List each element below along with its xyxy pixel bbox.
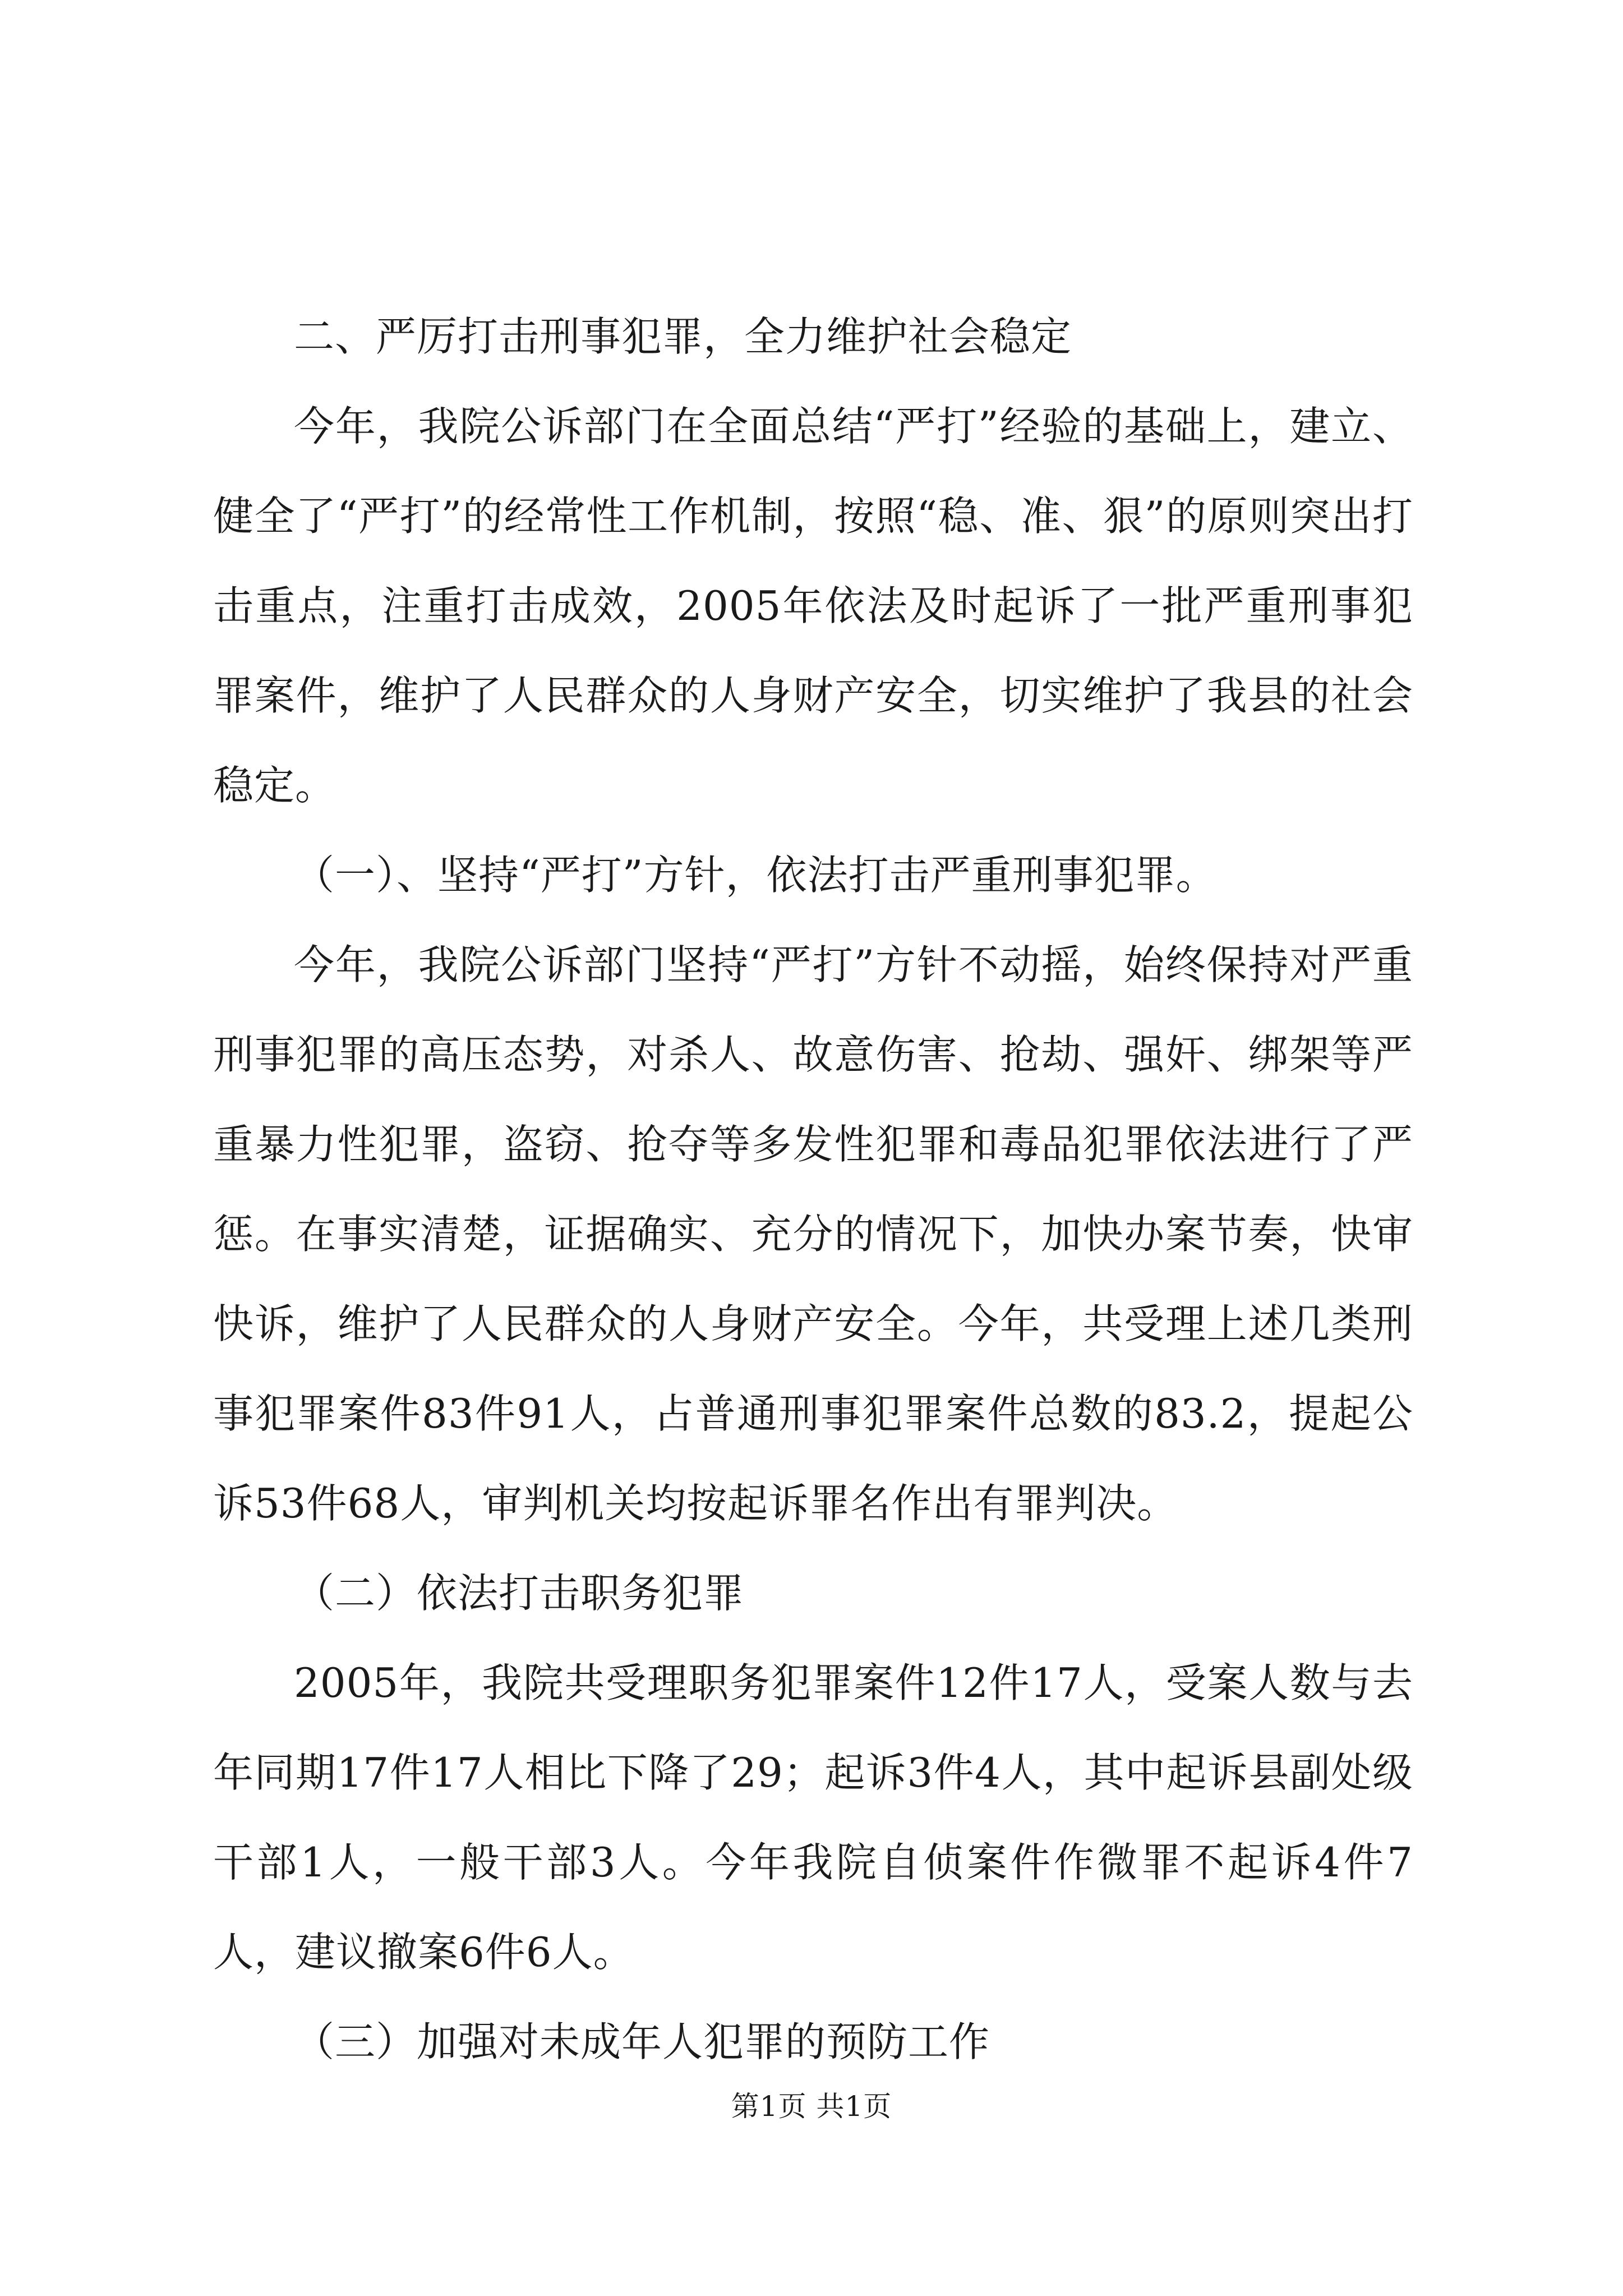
- subsection-heading-2: （二）依法打击职务犯罪: [294, 1570, 745, 1617]
- paragraph-severe-crimes: 今年，我院公诉部门坚持“严打”方针不动摇，始终保持对严重刑事犯罪的高压态势，对杀人、故意伤害、抢劫、强奸、绑架等严重暴力性犯罪，盗窃、抢夺等多发性犯罪和毒品犯罪依法进行了严惩。在事实清楚，证据确实、充分的情况下，加快办案节奏，快审快诉，维护了人民群众的人身财产安全。今年，共受理上述几类刑事犯罪案件83件91人，占普通刑事犯罪案件总数的83.2，提起公诉53件68人，审判机关均按起诉罪名作出有罪判决。: [213, 941, 1413, 1527]
- page-footer: 第1页 共1页: [731, 2090, 892, 2123]
- paragraph-duty-crimes: 2005年，我院共受理职务犯罪案件12件17人，受案人数与去年同期17件17人相比下降了29；起诉3件4人，其中起诉县副处级干部1人，一般干部3人。今年我院自侦案件作微罪不起诉4件7人，建议撤案6件6人。: [213, 1659, 1413, 1976]
- document-body: [213, 292, 1413, 2087]
- subsection-heading-1: （一）、坚持“严打”方针，依法打击严重刑事犯罪。: [294, 852, 1217, 899]
- paragraph-intro: 今年，我院公诉部门在全面总结“严打”经验的基础上，建立、健全了“严打”的经常性工作机制，按照“稳、准、狠”的原则突出打击重点，注重打击成效，2005年依法及时起诉了一批严重刑事犯罪案件，维护了人民群众的人身财产安全，切实维护了我县的社会稳定。: [213, 403, 1413, 809]
- subsection-heading-3: （三）加强对未成年人犯罪的预防工作: [294, 2018, 990, 2065]
- section-heading-2: 二、严厉打击刑事犯罪，全力维护社会稳定: [294, 313, 1072, 360]
